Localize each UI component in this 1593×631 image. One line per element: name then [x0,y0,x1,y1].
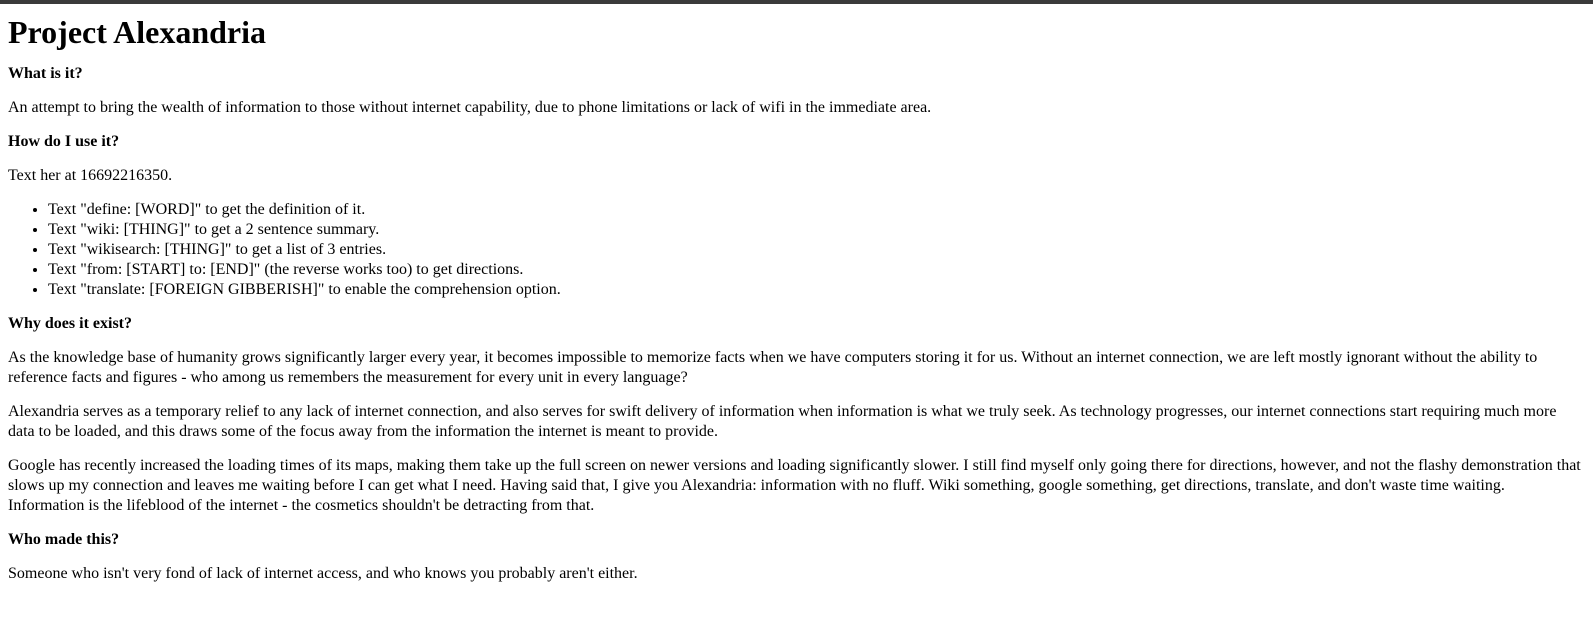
section-paragraph-why-1: As the knowledge base of humanity grows significantly larger every year, it becomes impossible to memorize facts when we have computers storing it for us. Without an internet connection, we are left mostly ignorant without the ability to reference facts and figures - who among us remembers the measurement for every unit in every language? [8,349,1538,386]
section-body-who: Someone who isn't very fond of lack of internet access, and who knows you probably aren't either. [8,565,638,582]
section-heading-how: How do I use it? [8,133,120,150]
command-item-translate: • Text "translate: [FOREIGN GIBBERISH]" to enable the comprehension option. [48,280,1585,300]
section-body-what: An attempt to bring the wealth of information to those without internet capability, due to phone limitations or lack of wifi in the immediate area. [8,99,932,116]
section-heading-why: Why does it exist? [8,315,132,332]
section-heading-what: What is it? [8,65,83,82]
section-paragraph-why-2: Alexandria serves as a temporary relief to any lack of internet connection, and also serves for swift delivery of information when information is what we truly seek. As technology progresses, our internet connections start requiring much more data to be loaded, and this draws some of the focus away from the information the internet is meant to provide. [8,403,1557,440]
command-item-directions: • Text "from: [START] to: [END]" (the reverse works too) to get directions. [48,260,1585,280]
command-list [8,200,1585,300]
page-content [0,14,1593,584]
browser-top-border [0,0,1593,4]
section-body-how: Text her at 16692216350. [8,167,173,184]
command-item-wiki: • Text "wiki: [THING]" to get a 2 sentence summary. [48,220,1585,240]
command-item-define: • Text "define: [WORD]" to get the definition of it. [48,200,1585,220]
page-title: Project Alexandria [8,14,267,50]
section-paragraph-why-3: Google has recently increased the loading times of its maps, making them take up the full screen on newer versions and loading significantly slower. I still find myself only going there for directions, however, and not the flashy demonstration that slows up my connection and leaves me waiting before I can get what I need. Having said that, I give you Alexandria: information with no fluff. Wiki something, google something, get directions, translate, and don't waste time waiting. Information is the lifeblood of the internet - the cosmetics shouldn't be detracting from that. [8,457,1581,514]
section-heading-who: Who made this? [8,531,120,548]
command-item-wikisearch: • Text "wikisearch: [THING]" to get a list of 3 entries. [48,240,1585,260]
